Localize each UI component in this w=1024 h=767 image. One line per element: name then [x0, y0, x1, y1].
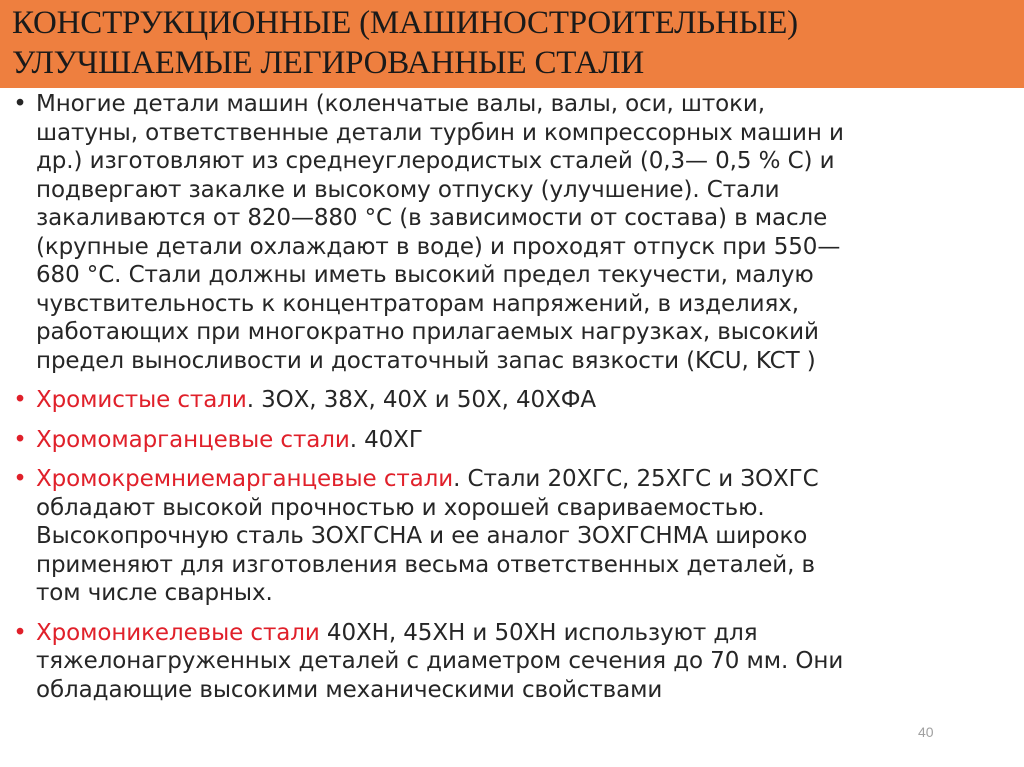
- bullet-item-chromium-silicon-manganese-steels: [10, 465, 1000, 608]
- item-text-line: тяжелонагруженных деталей с диаметром сечения до 70 мм. Они: [36, 648, 844, 674]
- item-first-line: [36, 426, 1000, 455]
- item-text-line: шатуны, ответственные детали турбин и компрессорных машин и: [36, 119, 844, 146]
- steel-group-name: Хромокремниемарганцевые стали: [36, 466, 454, 492]
- steel-group-name: Хромоникелевые стали: [36, 619, 320, 646]
- item-text-line: Высокопрочную сталь ЗОХГСНА и ее аналог ЗОХГСНМА широко: [36, 523, 808, 549]
- bullet-item-chromium-nickel-steels: [10, 619, 1000, 705]
- bullet-item-chromium-manganese-steels: [10, 426, 1000, 455]
- slide-title-bar: [0, 0, 1024, 88]
- item-text-line: чувствительность к концентраторам напряжений, в изделиях,: [36, 290, 799, 317]
- bullet-marker: •: [13, 466, 27, 492]
- item-text-line: Многие детали машин (коленчатые валы, валы, оси, штоки,: [36, 91, 765, 117]
- item-text-line: предел выносливости и достаточный запас вязкости (KCU, KCT ): [36, 347, 816, 374]
- item-text-line: применяют для изготовления весьма ответственных деталей, в: [36, 551, 815, 578]
- bullet-marker: •: [13, 387, 27, 413]
- item-text-line: работающих при многократно прилагаемых нагрузках, высокий: [36, 319, 819, 345]
- item-text: . Стали 20ХГС, 25ХГС и ЗОХГС: [453, 466, 819, 492]
- steel-group-name: Хромомарганцевые стали: [36, 426, 350, 453]
- steel-group-name: Хромистые стали: [36, 387, 247, 413]
- bullet-marker: •: [13, 91, 27, 117]
- item-first-line: [36, 386, 1000, 415]
- item-first-line: [36, 465, 1000, 494]
- item-text-line: том числе сварных.: [36, 580, 273, 606]
- page-number: 40: [918, 724, 934, 740]
- bullet-marker: •: [13, 619, 27, 646]
- item-text-line: 680 °С. Стали должны иметь высокий предел текучести, малую: [36, 262, 814, 288]
- slide-title-line-1: КОНСТРУКЦИОННЫЕ (МАШИНОСТРОИТЕЛЬНЫЕ): [12, 5, 798, 41]
- slide-content: [10, 90, 1000, 704]
- steel-grades: . 3ОХ, 38Х, 40Х и 50Х, 40ХФА: [246, 387, 597, 413]
- item-text-line: закаливаются от 820—880 °С (в зависимости от состава) в масле: [36, 205, 828, 231]
- steel-grades: . 40ХГ: [349, 426, 423, 453]
- item-text: 40ХН, 45ХН и 50ХН используют для: [319, 619, 758, 646]
- item-text-line: др.) изготовляют из среднеуглеродистых сталей (0,3— 0,5 % С) и: [36, 148, 835, 174]
- item-text-line: обладают высокой прочностью и хорошей свариваемостью.: [36, 494, 765, 521]
- item-text-line: (крупные детали охлаждают в воде) и проходят отпуск при 550—: [36, 233, 841, 260]
- item-text-line: обладающие высокими механическими свойствами: [36, 676, 663, 703]
- bullet-item-general: [10, 90, 1000, 375]
- bullet-item-chromium-steels: [10, 386, 1000, 415]
- bullet-marker: •: [13, 426, 27, 453]
- item-text-line: подвергают закалке и высокому отпуску (улучшение). Стали: [36, 176, 780, 203]
- item-first-line: [36, 619, 1000, 648]
- slide-title-line-2: УЛУЧШАЕМЫЕ ЛЕГИРОВАННЫЕ СТАЛИ: [12, 45, 645, 81]
